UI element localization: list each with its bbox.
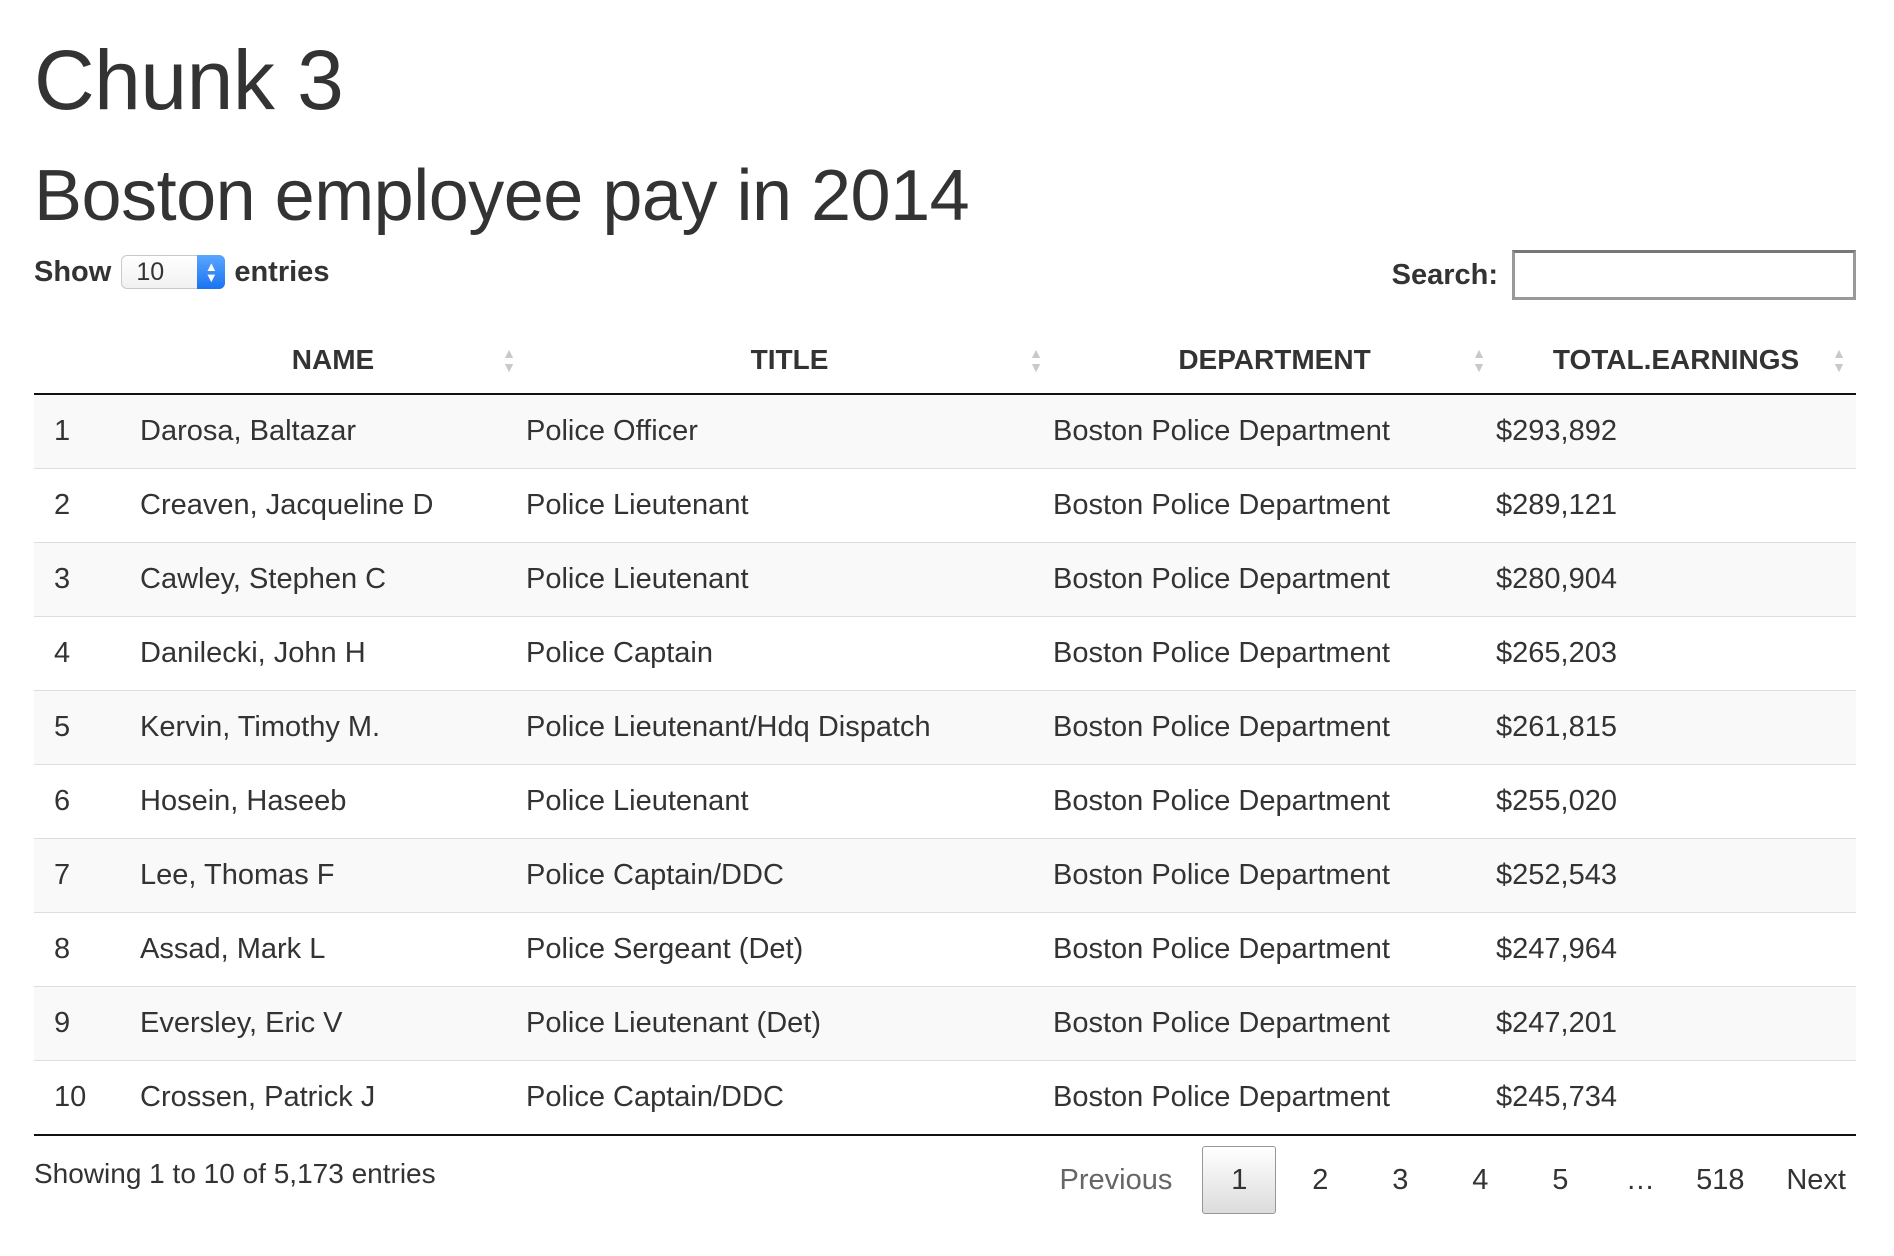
cell-index: 5 — [34, 691, 140, 765]
cell-earnings: $255,020 — [1496, 765, 1856, 839]
cell-department: Boston Police Department — [1053, 913, 1496, 987]
cell-title: Police Captain/DDC — [526, 839, 1053, 913]
cell-name: Darosa, Baltazar — [140, 394, 526, 469]
cell-title: Police Lieutenant (Det) — [526, 987, 1053, 1061]
column-header-name-label: NAME — [291, 343, 375, 375]
cell-name: Creaven, Jacqueline D — [140, 469, 526, 543]
search-input[interactable] — [1512, 250, 1856, 300]
cell-index: 1 — [34, 394, 140, 469]
cell-earnings: $247,964 — [1496, 913, 1856, 987]
page-subheading: Boston employee pay in 2014 — [34, 156, 970, 236]
column-header-total-earnings-label: TOTAL.EARNINGS — [1552, 343, 1800, 375]
table-row — [34, 839, 1856, 913]
table-row — [34, 1061, 1856, 1136]
cell-title: Police Lieutenant — [526, 469, 1053, 543]
cell-department: Boston Police Department — [1053, 617, 1496, 691]
cell-department: Boston Police Department — [1053, 691, 1496, 765]
cell-earnings: $252,543 — [1496, 839, 1856, 913]
length-menu — [34, 253, 329, 291]
table-row — [34, 987, 1856, 1061]
table-row — [34, 691, 1856, 765]
previous-button[interactable]: Previous — [1059, 1163, 1173, 1196]
cell-earnings: $245,734 — [1496, 1061, 1856, 1136]
next-button[interactable]: Next — [1786, 1163, 1846, 1196]
show-label: Show — [34, 255, 112, 288]
table-header — [34, 326, 1856, 394]
cell-index: 2 — [34, 469, 140, 543]
column-header-index — [34, 326, 140, 394]
page-button-1[interactable]: 1 — [1202, 1146, 1276, 1214]
page-button-5[interactable]: 5 — [1552, 1163, 1569, 1196]
cell-name: Danilecki, John H — [140, 617, 526, 691]
column-header-total-earnings[interactable] — [1496, 326, 1856, 394]
cell-department: Boston Police Department — [1053, 987, 1496, 1061]
search-filter — [1392, 250, 1856, 300]
table-row — [34, 394, 1856, 469]
cell-name: Lee, Thomas F — [140, 839, 526, 913]
cell-earnings: $289,121 — [1496, 469, 1856, 543]
header-row — [34, 326, 1856, 394]
cell-title: Police Captain/DDC — [526, 1061, 1053, 1136]
table-row — [34, 617, 1856, 691]
entries-select[interactable] — [121, 255, 225, 289]
sort-both-icon: ▲ ▼ — [502, 344, 516, 375]
cell-name: Hosein, Haseeb — [140, 765, 526, 839]
sort-both-icon: ▲ ▼ — [1832, 344, 1846, 375]
cell-department: Boston Police Department — [1053, 543, 1496, 617]
cell-index: 4 — [34, 617, 140, 691]
cell-title: Police Officer — [526, 394, 1053, 469]
entries-select-value: 10 — [136, 257, 165, 286]
cell-name: Cawley, Stephen C — [140, 543, 526, 617]
table-info: Showing 1 to 10 of 5,173 entries — [34, 1158, 436, 1189]
cell-title: Police Lieutenant — [526, 765, 1053, 839]
cell-index: 9 — [34, 987, 140, 1061]
cell-department: Boston Police Department — [1053, 1061, 1496, 1136]
table-row — [34, 765, 1856, 839]
page-ellipsis: … — [1625, 1163, 1655, 1196]
cell-earnings: $293,892 — [1496, 394, 1856, 469]
column-header-name[interactable] — [140, 326, 526, 394]
page-button-518[interactable]: 518 — [1696, 1163, 1745, 1196]
cell-title: Police Sergeant (Det) — [526, 913, 1053, 987]
cell-index: 10 — [34, 1061, 140, 1136]
cell-title: Police Captain — [526, 617, 1053, 691]
cell-earnings: $247,201 — [1496, 987, 1856, 1061]
cell-name: Kervin, Timothy M. — [140, 691, 526, 765]
column-header-department-label: DEPARTMENT — [1178, 343, 1371, 375]
cell-department: Boston Police Department — [1053, 394, 1496, 469]
data-table — [34, 326, 1856, 1136]
column-header-title[interactable] — [526, 326, 1053, 394]
cell-index: 7 — [34, 839, 140, 913]
select-arrows-icon: ▲ ▼ — [197, 255, 225, 289]
cell-index: 3 — [34, 543, 140, 617]
entries-label: entries — [234, 255, 330, 288]
cell-earnings: $280,904 — [1496, 543, 1856, 617]
cell-department: Boston Police Department — [1053, 765, 1496, 839]
cell-department: Boston Police Department — [1053, 469, 1496, 543]
table-row — [34, 469, 1856, 543]
cell-name: Assad, Mark L — [140, 913, 526, 987]
cell-index: 8 — [34, 913, 140, 987]
cell-name: Crossen, Patrick J — [140, 1061, 526, 1136]
table-body — [34, 394, 1856, 1135]
cell-department: Boston Police Department — [1053, 839, 1496, 913]
page-button-2[interactable]: 2 — [1312, 1163, 1329, 1196]
page-button-4[interactable]: 4 — [1472, 1163, 1489, 1196]
cell-earnings: $265,203 — [1496, 617, 1856, 691]
table-row — [34, 543, 1856, 617]
page-heading: Chunk 3 — [34, 33, 344, 127]
cell-name: Eversley, Eric V — [140, 987, 526, 1061]
sort-both-icon: ▲ ▼ — [1029, 344, 1043, 375]
pagination — [1030, 1146, 1856, 1214]
cell-index: 6 — [34, 765, 140, 839]
cell-title: Police Lieutenant — [526, 543, 1053, 617]
cell-earnings: $261,815 — [1496, 691, 1856, 765]
page-button-3[interactable]: 3 — [1392, 1163, 1409, 1196]
search-label: Search: — [1391, 258, 1498, 291]
table-row — [34, 913, 1856, 987]
column-header-department[interactable] — [1053, 326, 1496, 394]
sort-both-icon: ▲ ▼ — [1472, 344, 1486, 375]
column-header-title-label: TITLE — [750, 343, 829, 375]
cell-title: Police Lieutenant/Hdq Dispatch — [526, 691, 1053, 765]
